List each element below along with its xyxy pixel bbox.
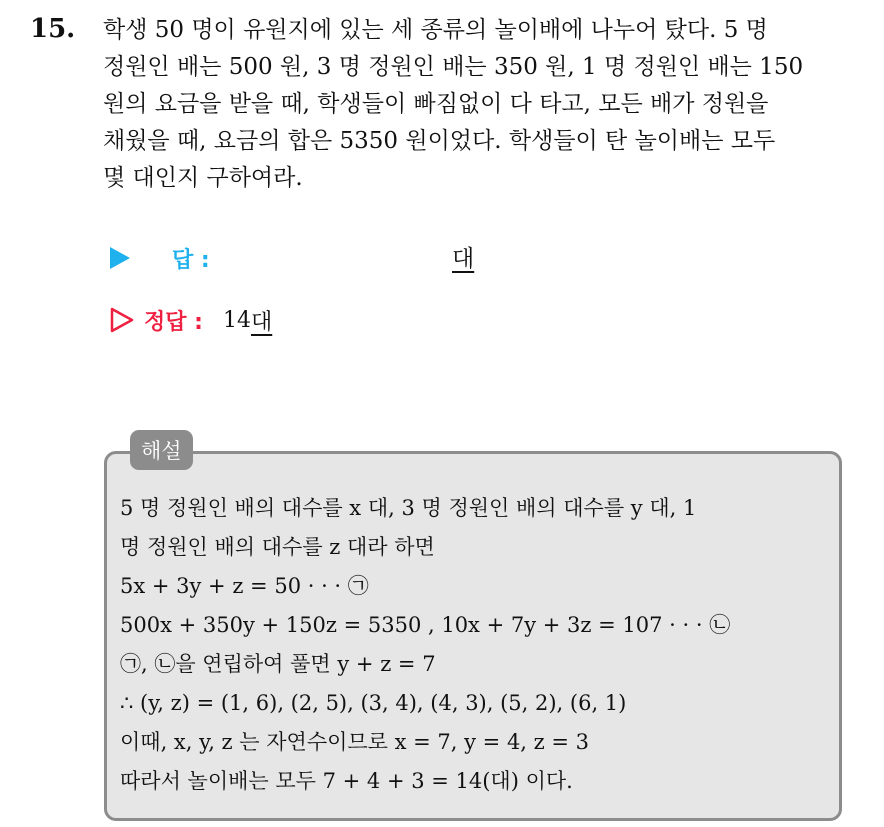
solution-line: 5 명 정원인 배의 대수를 x 대, 3 명 정원인 배의 대수를 y 대, 1: [120, 496, 697, 520]
correct-answer-label: 정답 :: [144, 309, 203, 335]
play-icon: [110, 247, 130, 269]
question-text: [103, 12, 863, 197]
solution-line: ㉠, ㉡을 연립하여 풀면 y + z = 7: [120, 652, 436, 676]
solution-line: 500x + 350y + 150z = 5350 , 10x + 7y + 3z = 107 · · · ㉡: [120, 613, 731, 637]
solution-tab: 해설: [130, 430, 193, 470]
correct-answer-unit: 대: [250, 309, 273, 335]
question-line: 몇 대인지 구하여라.: [103, 165, 303, 191]
answer-row: [110, 240, 210, 276]
outline-play-icon: [110, 307, 134, 333]
solution-body: [120, 489, 830, 801]
question-line: 채웠을 때, 요금의 합은 5350 원이었다. 학생들이 탄 놀이배는 모두: [103, 128, 776, 154]
solution-line: 명 정원인 배의 대수를 z 대라 하면: [120, 535, 435, 559]
solution-line: 5x + 3y + z = 50 · · · ㉠: [120, 574, 369, 598]
question-line: 원의 요금을 받을 때, 학생들이 빠짐없이 다 타고, 모든 배가 정원을: [103, 91, 769, 117]
correct-answer-value: 14: [222, 307, 251, 333]
solution-line: 이때, x, y, z 는 자연수이므로 x = 7, y = 4, z = 3: [120, 730, 590, 754]
answer-blank-unit: 대: [452, 246, 475, 272]
answer-label: 답 :: [172, 247, 210, 273]
question-line: 학생 50 명이 유원지에 있는 세 종류의 놀이배에 나누어 탔다. 5 명: [103, 17, 768, 43]
question-number: 15.: [30, 14, 76, 44]
correct-answer-row: [110, 302, 272, 338]
solution-line: 따라서 놀이배는 모두 7 + 4 + 3 = 14(대) 이다.: [120, 769, 573, 793]
question-line: 정원인 배는 500 원, 3 명 정원인 배는 350 원, 1 명 정원인 배는 150: [103, 54, 804, 80]
solution-line: ∴ (y, z) = (1, 6), (2, 5), (3, 4), (4, 3), (5, 2), (6, 1): [120, 691, 627, 715]
